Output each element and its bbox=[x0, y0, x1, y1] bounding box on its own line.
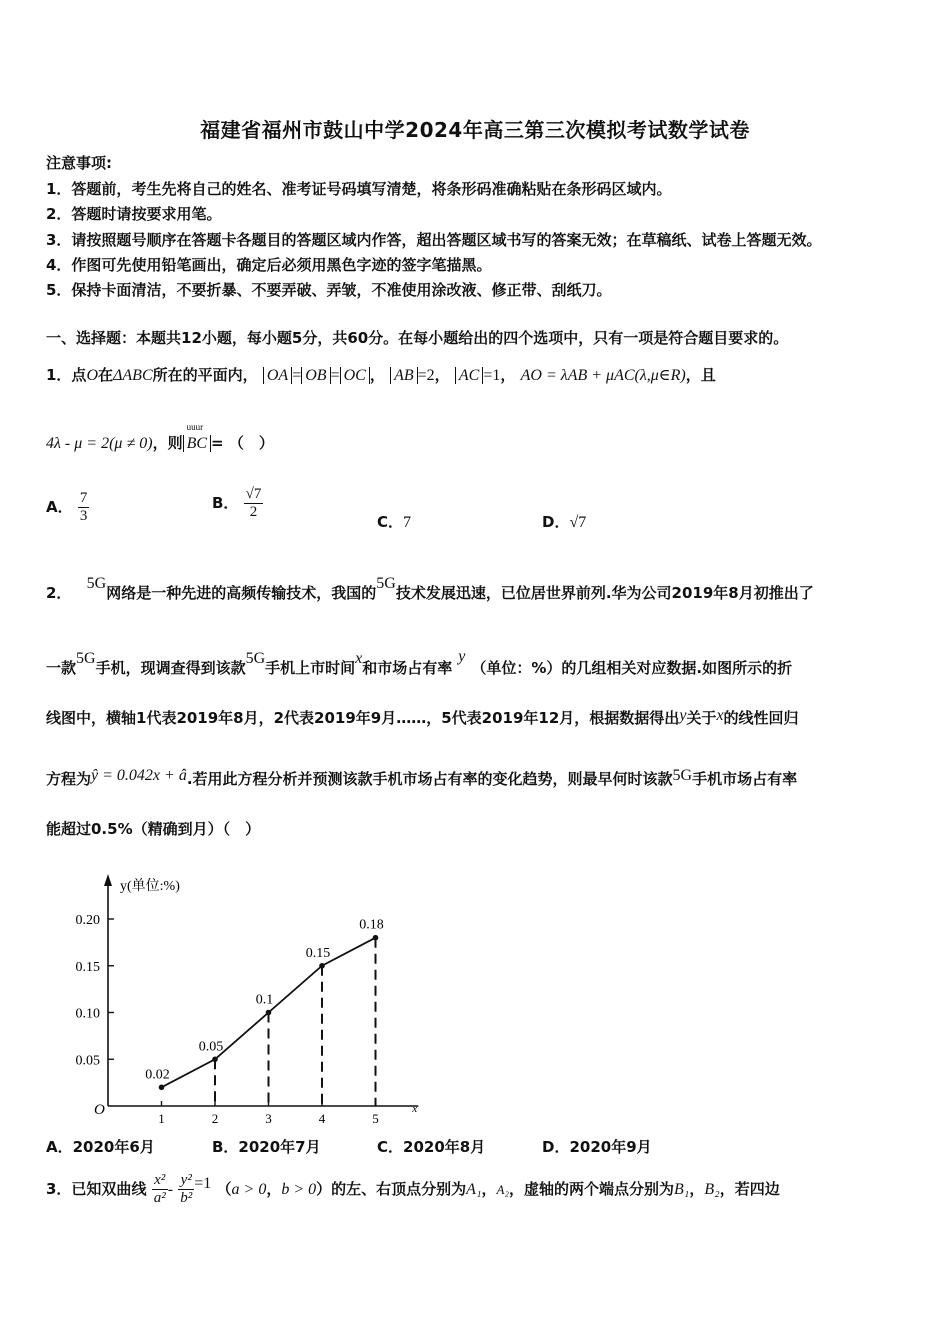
q1-text-a: 在 bbox=[98, 366, 114, 384]
question-3-line-1 bbox=[46, 1172, 780, 1207]
q2-line1-b: 技术发展迅速，已位居世界前列.华为公司2019年8月初推出了 bbox=[395, 584, 814, 602]
q1-ac-value: =1 bbox=[483, 367, 501, 384]
q3-cond-a: a > 0 bbox=[231, 1181, 267, 1198]
q1-text-b: 所在的平面内， bbox=[152, 366, 258, 384]
data-point bbox=[266, 1010, 272, 1016]
q1-ab: AB bbox=[390, 367, 418, 384]
q1-comma-1: ， bbox=[369, 366, 385, 384]
q1-option-b-den: 2 bbox=[249, 504, 258, 520]
data-point bbox=[159, 1085, 165, 1091]
q1-end: ，且 bbox=[685, 366, 716, 384]
data-label: 0.1 bbox=[255, 992, 274, 1008]
q1-triangle: ΔABC bbox=[113, 367, 153, 384]
q3-frac2-den: b² bbox=[180, 1190, 193, 1206]
q1-point: O bbox=[86, 367, 98, 384]
q1-oc: OC bbox=[340, 367, 370, 384]
notice-item-4: 4．作图可先使用铅笔画出，确定后必须用黑色字迹的签字笔描黑。 bbox=[46, 256, 492, 274]
q3-cond-open: （ bbox=[216, 1180, 232, 1198]
q2-line2-a: 一款 bbox=[46, 659, 77, 677]
data-label: 0.05 bbox=[198, 1039, 224, 1055]
q1-vector-equation: AO = λAB + μAC bbox=[520, 367, 635, 384]
q1-option-a-num: 7 bbox=[79, 490, 88, 506]
q2-y-2: y bbox=[679, 707, 687, 724]
q3-a1: A₁ bbox=[466, 1181, 482, 1198]
x-tick-label: 5 bbox=[372, 1111, 379, 1126]
q2-line2-d: 和市场占有率 bbox=[362, 659, 453, 677]
q1-option-b-num: √7 bbox=[245, 486, 262, 502]
notice-item-5: 5．保持卡面清洁，不要折暴、不要弄破、弄皱，不准使用涂改液、修正带、刮纸刀。 bbox=[46, 281, 612, 299]
q2-line2-b: 手机，现调查得到该款 bbox=[95, 659, 246, 677]
y-axis-label: y(单位:%) bbox=[120, 879, 180, 894]
question-2-line-2 bbox=[46, 648, 793, 678]
q1-comma-3: ， bbox=[500, 366, 516, 384]
question-1-line-2 bbox=[46, 422, 274, 453]
data-point bbox=[373, 935, 379, 941]
q1-bc: BC bbox=[183, 435, 211, 452]
y-axis-arrow bbox=[104, 874, 112, 886]
notice-item-3: 3．请按照题号顺序在答题卡各题目的答题区域内作答，超出答题区域书写的答案无效；在草稿纸、试卷上答题无效。 bbox=[46, 231, 822, 249]
data-label: 0.02 bbox=[145, 1067, 170, 1083]
q3-cond-b: b > 0 bbox=[281, 1181, 317, 1198]
question-2-line-3 bbox=[46, 707, 799, 728]
q1-option-d bbox=[542, 511, 586, 532]
q2-option-a: A．2020年6月 bbox=[46, 1138, 155, 1156]
q2-line2-e: （单位：%）的几组相关对应数据.如图所示的折 bbox=[471, 659, 793, 677]
q1-eq2: = bbox=[330, 367, 340, 384]
chart-root bbox=[76, 874, 419, 1126]
q1-condition: (λ,μ∈R) bbox=[634, 367, 686, 384]
question-2-line-1 bbox=[46, 575, 814, 603]
q1-option-b-label: B． bbox=[212, 494, 239, 512]
data-point bbox=[212, 1056, 218, 1062]
data-point bbox=[319, 963, 325, 969]
q1-comma-2: ， bbox=[434, 366, 450, 384]
q2-5g-4: 5G bbox=[245, 650, 266, 667]
q3-cond-sep: ， bbox=[266, 1180, 282, 1198]
q1-ac: AC bbox=[455, 367, 483, 384]
q3-equals: =1 bbox=[194, 1175, 212, 1192]
question-2-line-5: 能超过0.5%（精确到月）（ ） bbox=[46, 820, 261, 838]
q2-line4-a: 方程为 bbox=[46, 770, 92, 788]
q1-ab-value: =2 bbox=[417, 367, 435, 384]
q2-line4-b: .若用此方程分析并预测该款手机市场占有率的变化趋势，则最早何时该款 bbox=[186, 770, 673, 788]
q1-option-a-label: A． bbox=[46, 498, 73, 516]
q3-a2: A₂ bbox=[496, 1182, 509, 1197]
x-axis-label: x bbox=[412, 1103, 418, 1115]
question-1-line-1 bbox=[46, 364, 716, 385]
q3-prefix: 3．已知双曲线 bbox=[46, 1180, 147, 1198]
q2-line3-c: 的线性回归 bbox=[723, 709, 799, 727]
q1-oa: OA bbox=[263, 367, 292, 384]
data-label: 0.15 bbox=[305, 945, 331, 961]
q2-line4-c: 手机市场占有率 bbox=[692, 770, 798, 788]
q2-line3-b: 关于 bbox=[686, 709, 717, 727]
q3-text-b: ，虚轴的两个端点分别为 bbox=[509, 1180, 675, 1198]
q2-5g-3: 5G bbox=[76, 650, 96, 667]
q1-option-d-value: √7 bbox=[569, 514, 587, 531]
q2-x-2: x bbox=[716, 707, 724, 724]
q2-option-d: D．2020年9月 bbox=[542, 1138, 652, 1156]
y-tick-label: 0.10 bbox=[75, 1006, 100, 1022]
q2-line2-c: 手机上市时间 bbox=[265, 659, 356, 677]
x-tick-label: 3 bbox=[265, 1111, 272, 1126]
q2-5g-1: 5G bbox=[86, 575, 107, 592]
y-tick-label: 0.15 bbox=[75, 959, 100, 975]
q1-ob: OB bbox=[301, 367, 330, 384]
q1-line2-text: ，则 bbox=[152, 434, 183, 452]
q3-text-c: ，若四边 bbox=[719, 1180, 780, 1198]
q2-5g-2: 5G bbox=[376, 575, 396, 592]
q1-option-b-fraction bbox=[244, 486, 264, 521]
market-share-line-chart bbox=[60, 868, 430, 1128]
q3-frac1-num: x² bbox=[152, 1172, 168, 1190]
y-tick-label: 0.20 bbox=[75, 913, 100, 928]
q2-option-c: C．2020年8月 bbox=[377, 1138, 486, 1156]
q3-text-a: 的左、右顶点分别为 bbox=[331, 1180, 467, 1198]
q3-fraction-x bbox=[152, 1172, 168, 1207]
q2-x-1: x bbox=[355, 650, 363, 667]
q1-option-a-den: 3 bbox=[79, 508, 88, 524]
q3-frac2-num: y² bbox=[178, 1172, 194, 1190]
q1-line2-expression: 4λ - μ = 2(μ ≠ 0) bbox=[46, 435, 153, 452]
q3-fraction-y bbox=[178, 1172, 194, 1207]
x-tick-label: 1 bbox=[158, 1111, 165, 1126]
question-2-line-4 bbox=[46, 768, 797, 789]
notice-item-1: 1．答题前，考生先将自己的姓名、准考证号码填写清楚，将条形码准确粘贴在条形码区域内。 bbox=[46, 180, 672, 198]
q1-option-a-fraction bbox=[78, 490, 90, 525]
q2-option-b: B．2020年7月 bbox=[212, 1138, 321, 1156]
q1-eq1: = bbox=[292, 367, 302, 384]
data-label: 0.18 bbox=[359, 917, 384, 933]
q3-minus: - bbox=[167, 1181, 174, 1198]
q2-regression-equation: ŷ = 0.042x + â bbox=[91, 767, 187, 784]
q3-b2: B₂ bbox=[704, 1181, 720, 1198]
q1-option-c bbox=[377, 511, 411, 532]
q1-prefix: 1．点 bbox=[46, 366, 87, 384]
q1-option-c-value: 7 bbox=[403, 514, 412, 531]
q1-bc-arrow: uuur bbox=[186, 422, 204, 432]
q2-line1-a: 网络是一种先进的高频传输技术，我国的 bbox=[106, 584, 377, 602]
q1-line2-end: = （ ） bbox=[211, 434, 274, 452]
y-tick-label: 0.05 bbox=[75, 1053, 100, 1069]
q3-frac1-den: a² bbox=[153, 1190, 166, 1206]
origin-label: O bbox=[94, 1102, 105, 1118]
q1-option-d-label: D． bbox=[542, 513, 570, 531]
x-tick-label: 4 bbox=[318, 1111, 326, 1126]
notice-item-2: 2．答题时请按要求用笔。 bbox=[46, 205, 222, 223]
q2-y-1: y bbox=[458, 648, 466, 665]
q1-option-a bbox=[46, 490, 89, 525]
q1-option-c-label: C． bbox=[377, 513, 404, 531]
section-heading: 一、选择题：本题共12小题，每小题5分，共60分。在每小题给出的四个选项中，只有一项是符合题目要求的。 bbox=[46, 329, 789, 347]
q1-option-b bbox=[212, 486, 263, 521]
q2-line3-a: 线图中，横轴1代表2019年8月，2代表2019年9月……，5代表2019年12月，根据数据得出 bbox=[46, 709, 680, 727]
q3-b1: B₁ bbox=[674, 1181, 690, 1198]
x-tick-label: 2 bbox=[211, 1111, 219, 1126]
page-title: 福建省福州市鼓山中学2024年高三第三次模拟考试数学试卷 bbox=[200, 118, 750, 142]
notice-heading: 注意事项: bbox=[46, 154, 112, 172]
q3-sep-1: ， bbox=[481, 1180, 497, 1198]
q3-sep-2: ， bbox=[689, 1180, 705, 1198]
q2-prefix: 2． bbox=[46, 584, 72, 602]
q2-5g-5: 5G bbox=[672, 767, 693, 784]
q3-cond-close: ） bbox=[316, 1180, 332, 1198]
